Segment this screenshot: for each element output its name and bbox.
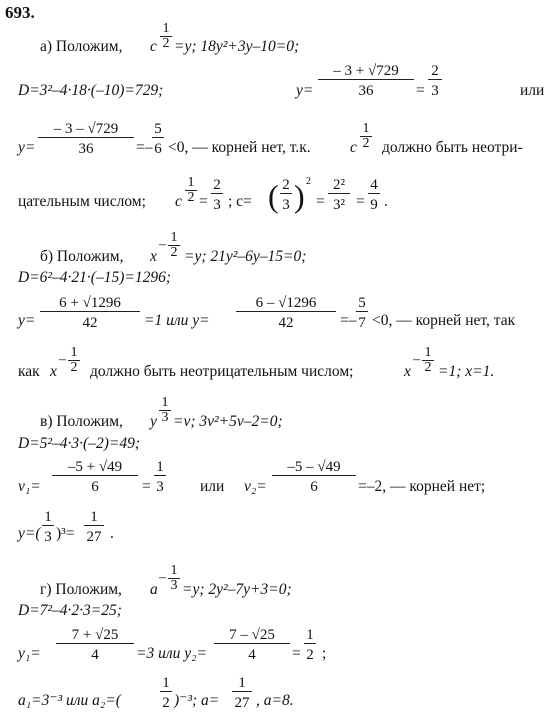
part-b-root2-fraction: 6 – √1296 42 bbox=[236, 296, 336, 331]
part-a-root2-fraction: – 3 – √729 36 bbox=[38, 122, 134, 157]
part-d-root1-fraction: 7 + √25 4 bbox=[56, 628, 134, 663]
eq-minus: =– bbox=[340, 312, 357, 329]
part-c-root2-eq: =–2, — корней нет; bbox=[358, 478, 486, 495]
part-d-line4-b: )⁻³; a= bbox=[174, 692, 220, 709]
part-b-no-roots-text: <0, — корней нет, так bbox=[372, 312, 516, 329]
fraction-one-half: 1 2 bbox=[160, 676, 172, 711]
part-a-root1-fraction: – 3 + √729 36 bbox=[318, 64, 414, 99]
part-c-root1-value: 1 3 bbox=[154, 460, 166, 495]
exp-third: 1 3 bbox=[159, 396, 171, 425]
part-a-continued-text: должно быть неотри- bbox=[382, 139, 523, 156]
var-x-3: x bbox=[404, 363, 411, 380]
fraction-four-ninths: 4 9 bbox=[368, 178, 380, 213]
var-x: x bbox=[150, 248, 157, 265]
var-x-2: x bbox=[50, 363, 57, 380]
part-c-root1-lhs: v₁= bbox=[18, 478, 41, 495]
exp-half-3: 1 2 bbox=[185, 176, 197, 205]
part-b-line4-a: как bbox=[18, 363, 40, 380]
part-b-root1-fraction: 6 + √1296 42 bbox=[40, 296, 140, 331]
separator: ; с= bbox=[228, 193, 252, 210]
fraction-one-third: 1 3 bbox=[42, 510, 54, 545]
exp-square: 2 bbox=[306, 176, 311, 187]
fraction-two-thirds: 2 3 bbox=[211, 178, 223, 213]
part-b-discriminant: D=6²–4·21·(–15)=1296; bbox=[18, 269, 171, 286]
problem-number: 693. bbox=[5, 3, 35, 22]
part-d-discriminant: D=7²–4·2·3=25; bbox=[18, 602, 122, 619]
exp-minus-half: 1 2 bbox=[168, 231, 180, 260]
part-a-root2-lhs: y= bbox=[18, 139, 36, 156]
part-a-root1-lhs: y= bbox=[296, 82, 314, 99]
minus-sign: – bbox=[159, 237, 166, 252]
part-c-root1-fraction: –5 + √49 6 bbox=[52, 460, 138, 495]
open-paren: ( bbox=[268, 178, 279, 214]
eq-sign: = bbox=[142, 478, 151, 495]
part-b-line4-c: =1; x=1. bbox=[438, 363, 495, 380]
fraction-squares: 2² 3² bbox=[328, 178, 350, 213]
fraction-paren: 2 3 bbox=[280, 178, 292, 213]
part-a-intro: а) Положим, bbox=[40, 38, 123, 55]
minus-sign-4: – bbox=[159, 570, 166, 585]
part-d-line4-c: , a=8. bbox=[256, 692, 294, 709]
part-c-line4-lhs: y=( bbox=[18, 525, 41, 542]
part-a-root1-value: 2 3 bbox=[428, 64, 442, 99]
var-y: y bbox=[150, 413, 157, 430]
part-b-root1-lhs: y= bbox=[18, 312, 36, 329]
part-c-root2-fraction: –5 – √49 6 bbox=[272, 460, 356, 495]
exp-minus-third: 1 3 bbox=[168, 564, 180, 593]
eq-sign: = bbox=[199, 193, 208, 210]
part-a-line4-text: цательным числом; bbox=[18, 193, 146, 210]
or-word: или bbox=[200, 478, 225, 495]
fraction-one-27-d: 1 27 bbox=[232, 676, 252, 711]
part-a-no-roots-text: <0, — корней нет, т.к. bbox=[168, 139, 311, 156]
exp-minus-half-3: 1 2 bbox=[422, 346, 434, 375]
part-d-root2-fraction: 7 – √25 4 bbox=[214, 628, 290, 663]
close-paren: ) bbox=[294, 178, 305, 214]
period: . bbox=[110, 525, 114, 542]
part-d-root1-lhs: y₁= bbox=[18, 645, 41, 662]
part-c-root2-lhs: v₂= bbox=[244, 478, 267, 495]
minus-sign-2: – bbox=[59, 352, 66, 367]
eq-sign: = bbox=[416, 82, 425, 99]
part-c-line4-mid: )³= bbox=[56, 525, 75, 542]
exp-half-2: 1 2 bbox=[360, 122, 372, 151]
var-c-2: c bbox=[350, 139, 357, 156]
part-a-discriminant: D=3²–4·18·(–10)=729; bbox=[18, 82, 164, 99]
part-b-intro: б) Положим, bbox=[40, 248, 124, 265]
minus-sign-3: – bbox=[413, 352, 420, 367]
part-d-line4-a: a₁=3⁻³ или a₂=( bbox=[18, 692, 121, 709]
part-d-intro: г) Положим, bbox=[40, 581, 122, 598]
var-a: a bbox=[150, 581, 158, 598]
eq-sign: = bbox=[316, 193, 325, 210]
var-c-3: c bbox=[175, 193, 182, 210]
exp-half: 1 2 bbox=[160, 22, 172, 51]
part-c-discriminant: D=5²–4·3·(–2)=49; bbox=[18, 435, 140, 452]
part-c-intro: в) Положим, bbox=[40, 413, 123, 430]
part-d-equation: =y; 2y²–7y+3=0; bbox=[182, 581, 292, 598]
exp-minus-half-2: 1 2 bbox=[68, 346, 80, 375]
part-d-root2-value: 1 2 bbox=[304, 628, 316, 663]
part-b-root1-eq: =1 или y= bbox=[144, 312, 210, 329]
part-b-root2-value: 5 7 bbox=[356, 296, 368, 331]
var-c: c bbox=[150, 38, 157, 55]
part-d-root1-eq: =3 или y₂= bbox=[136, 645, 207, 662]
semicolon: ; bbox=[322, 645, 327, 662]
eq-minus: =– bbox=[136, 139, 153, 156]
part-a-root2-value: 5 6 bbox=[152, 122, 164, 157]
part-c-equation: =v; 3v²+5v–2=0; bbox=[173, 413, 283, 430]
fraction-one-27: 1 27 bbox=[84, 510, 104, 545]
eq-sign: = bbox=[356, 193, 365, 210]
part-b-line4-b: должно быть неотрицательным числом; bbox=[90, 363, 354, 380]
or-word: или bbox=[520, 82, 545, 99]
eq-sign: = bbox=[292, 645, 301, 662]
period: . bbox=[384, 193, 388, 210]
part-b-equation: =y; 21y²–6y–15=0; bbox=[184, 248, 307, 265]
part-a-equation: =y; 18y²+3y–10=0; bbox=[174, 38, 300, 55]
